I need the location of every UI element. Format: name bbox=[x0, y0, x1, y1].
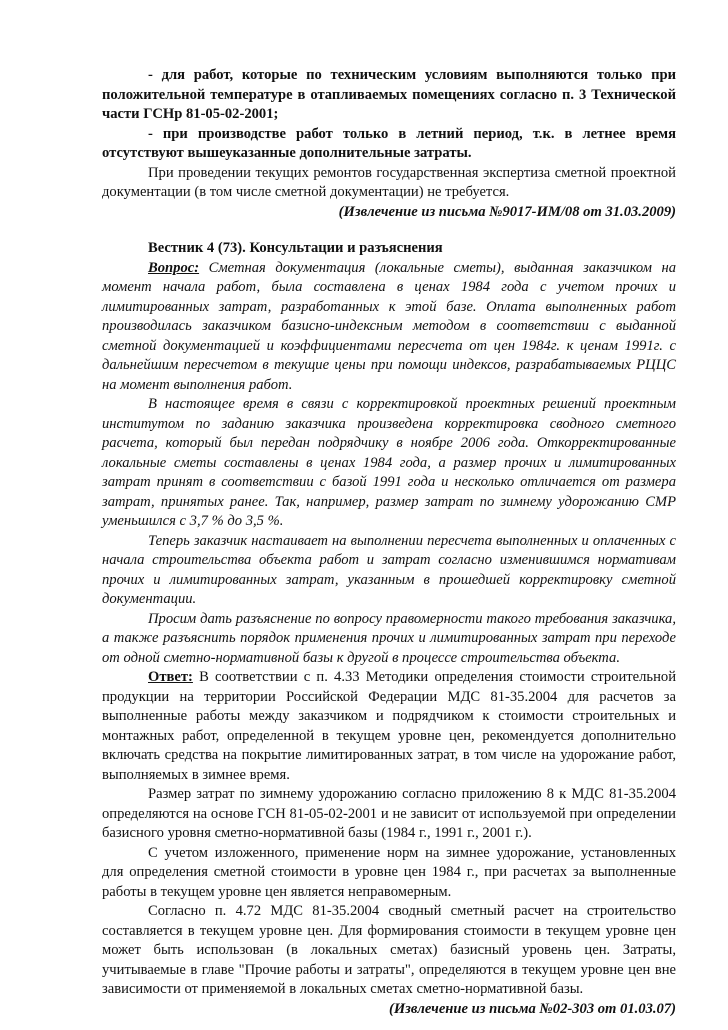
section-heading: Вестник 4 (73). Консультации и разъяснения bbox=[148, 240, 443, 256]
bullet-summer-period: - при производстве работ только в летний период, т.к. в летнее время отсутствуют вышеуказанные дополнительные затраты. bbox=[102, 125, 676, 161]
bullet-warm-premises: - для работ, которые по техническим условиям выполняются только при положительной температуре в отапливаемых помещениях согласно п. 3 Технической части ГСНр 81-05-02-2001; bbox=[102, 67, 676, 122]
question-text-1: Сметная документация (локальные сметы), выданная заказчиком на момент начала работ, была составлена в ценах 1984 года с учетом прочих и лимитированных затрат, разработанных к этой базе. Оплата выполненных работ производилась заказчиком базисно-индексным методом в соответствии с выданной сметной документацией и коэффициентами пересчета от цен 1984г. к ценам 1991г. с дальнейшим пересчетом в текущие цены при помощи индексов, разрабатываемых РЦЦС на момент выполнения работ. bbox=[102, 259, 676, 393]
question-paragraph-1 bbox=[102, 259, 676, 396]
answer-label: Ответ: bbox=[148, 669, 193, 685]
question-paragraph-4: Просим дать разъяснение по вопросу правомерности такого требования заказчика, а также разъяснить порядок применения прочих и лимитированных затрат при переходе от одной сметно-нормативной базы к другой в процессе строительства объекта. bbox=[102, 610, 676, 666]
answer-text-1: В соответствии с п. 4.33 Методики определения стоимости строительной продукции на территории Российской Федерации МДС 81-35.2004 для расчетов за выполненные работы между заказчиком и подрядчиком к стоимости строительных и монтажных работ, определенной в текущем уровне цен, рекомендуется дополнительно включать средства на покрытие лимитированных затрат, в том числе на удорожание работ, выполняемых в зимнее время. bbox=[102, 669, 676, 783]
answer-paragraph-3: С учетом изложенного, применение норм на зимнее удорожание, установленных для определения сметной стоимости в уровне цен 1984 г., при расчетах за выполненные работы в текущем уровне цен является неправомерным. bbox=[102, 844, 676, 900]
answer-paragraph-1 bbox=[102, 668, 676, 785]
question-label: Вопрос: bbox=[148, 259, 200, 276]
section-spacer bbox=[102, 222, 676, 239]
answer-paragraph-4: Согласно п. 4.72 МДС 81-35.2004 сводный сметный расчет на строительство составляется в текущем уровне цен. Для формирования стоимости в текущем уровне цен может быть использован (в локальных сметах) базисный уровень цен. Затраты, учитываемые в главе "Прочие работы и затраты", определяются в текущем уровне цен вне зависимости от применяемой в локальных сметах сметно-нормативной базы. bbox=[102, 903, 676, 997]
question-paragraph-2: В настоящее время в связи с корректировкой проектных решений проектным институтом по заданию заказчика произведена корректировка сводного сметного расчета, который был передан подрядчику в ноябре 2006 года. Откорректированные локальные сметы составлены в ценах 1984 года, а размер прочих и лимитированных затрат принят в соответствии с базой 1991 года и несколько отличается от размера затрат, принятых ранее. Так, например, размер затрат по зимнему удорожанию СМР уменьшился с 3,7 % до 3,5 %. bbox=[102, 396, 676, 529]
question-paragraph-3: Теперь заказчик настаивает на выполнении пересчета выполненных и оплаченных с начала строительства объекта работ и затрат согласно изменившимся нормативам прочих и лимитированных затрат, указанным в прошедшей корректировку сметной документации. bbox=[102, 532, 676, 607]
source-citation-2: (Извлечение из письма №02-303 от 01.03.07) bbox=[388, 1000, 676, 1017]
source-citation-1: (Извлечение из письма №9017-ИМ/08 от 31.03.2009) bbox=[338, 203, 676, 220]
document-page bbox=[102, 66, 676, 1019]
answer-paragraph-2: Размер затрат по зимнему удорожанию согласно приложению 8 к МДС 81-35.2004 определяются на основе ГСН 81-05-02-2001 и не зависит от используемой при определении базисного уровня сметно-нормативной базы (1984 г., 1991 г., 2001 г.). bbox=[102, 786, 676, 841]
paragraph-current-repairs: При проведении текущих ремонтов государственная экспертиза сметной проектной документации (в том числе сметной документации) не требуется. bbox=[102, 164, 676, 200]
